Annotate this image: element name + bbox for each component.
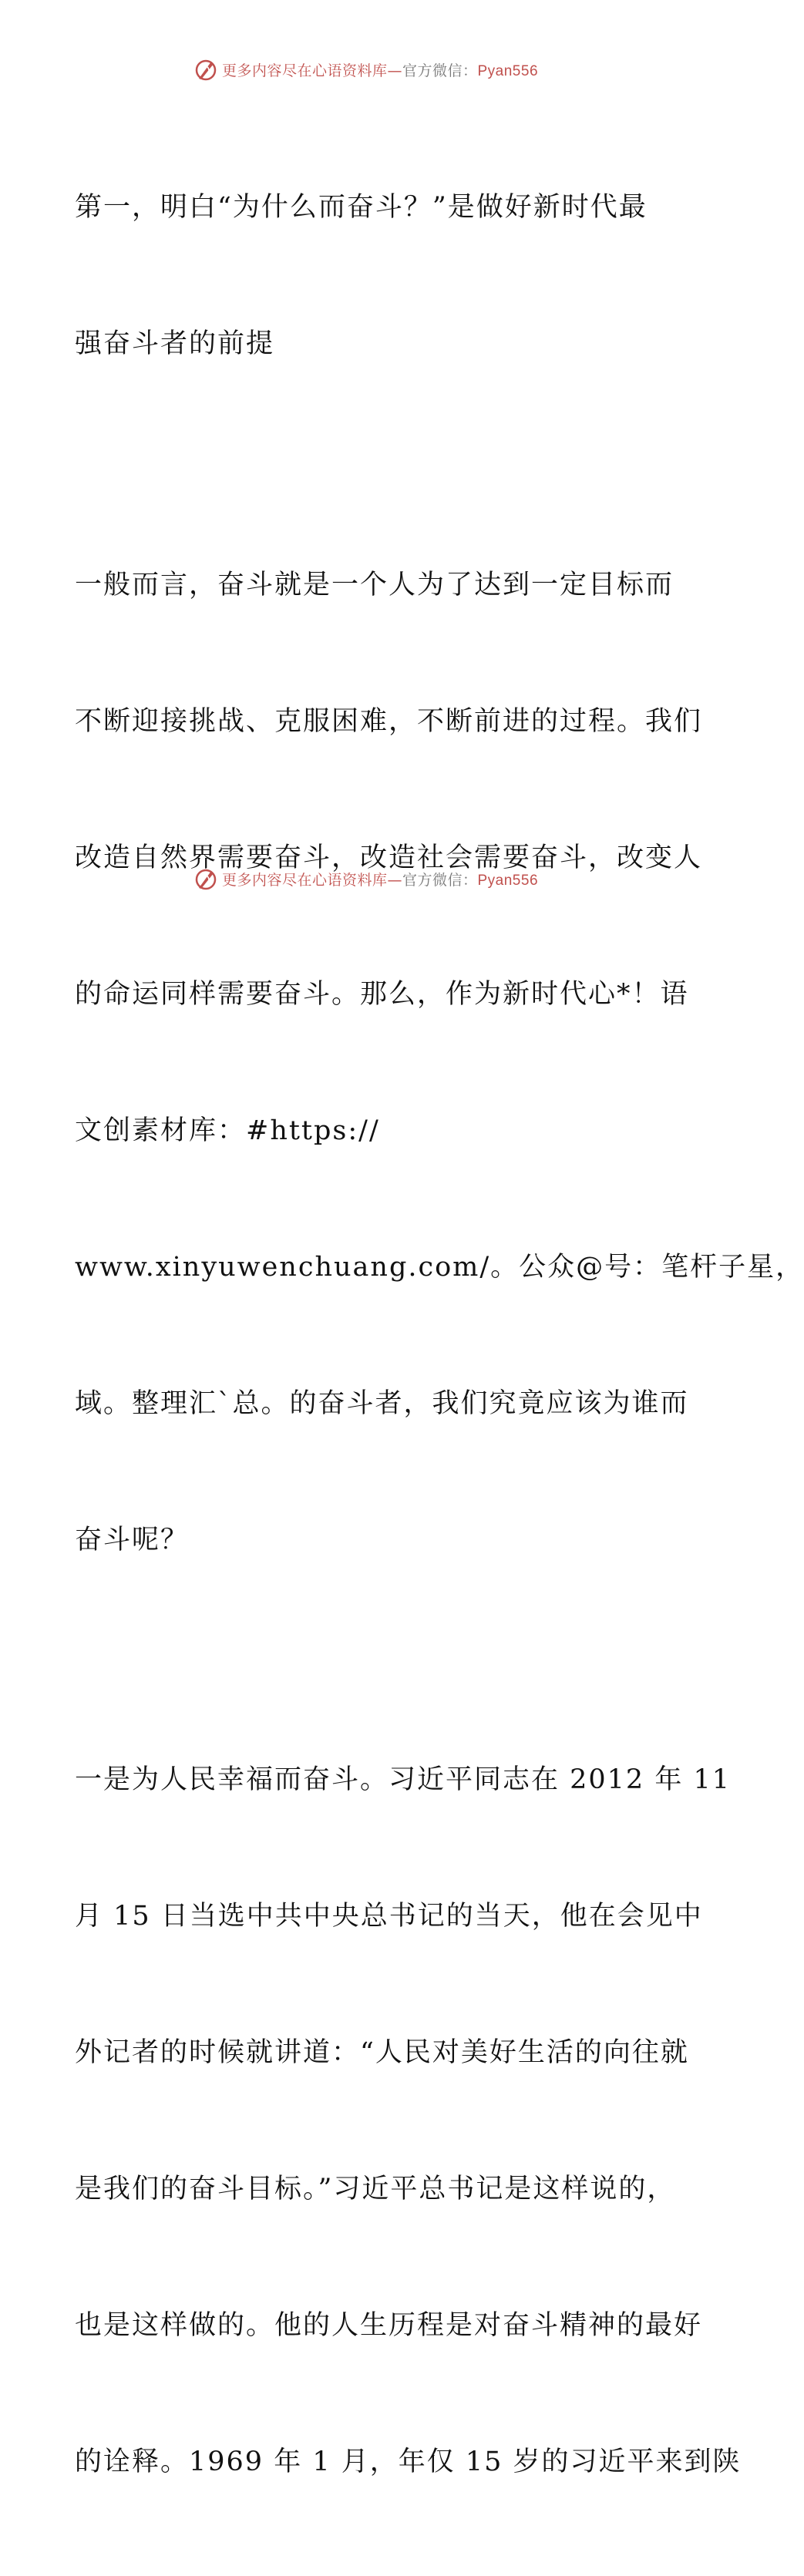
paragraph-line: 的诠释。1969 年 1 月，年仅 15 岁的习近平来到陕 [75, 2447, 742, 2477]
footer-banner [0, 863, 732, 894]
document-body [75, 94, 804, 2576]
quill-pen-icon [194, 867, 217, 890]
banner-slogan: 更多内容尽在心语资料库 [221, 871, 388, 889]
paragraph-line: 奋斗呢？ [75, 1525, 190, 1555]
banner-dash: — [387, 871, 402, 889]
paragraph-line: 改造自然界需要奋斗，改造社会需要奋斗，改变人 [75, 842, 703, 873]
heading-line: 第一，明白“为什么而奋斗？”是做好新时代最 [75, 192, 648, 223]
paragraph-line: 文创素材库：#https:// [75, 1115, 380, 1146]
banner-wechat-id: Pyan556 [477, 62, 539, 79]
banner-dash: — [387, 62, 402, 79]
paragraph-line: 不断迎接挑战、克服困难，不断前进的过程。我们 [75, 706, 703, 737]
banner-wechat-label: 官方微信： [402, 871, 478, 889]
paragraph-line: 外记者的时候就讲道：“人民对美好生活的向往就 [75, 2037, 689, 2068]
paragraph-line: 一般而言，奋斗就是一个人为了达到一定目标而 [75, 570, 674, 600]
banner-text [222, 59, 538, 80]
heading-line: 强奋斗者的前提 [75, 328, 275, 359]
banner-slogan: 更多内容尽在心语资料库 [221, 62, 388, 79]
quill-pen-icon [194, 58, 217, 81]
paragraph-line: 也是这样做的。他的人生历程是对奋斗精神的最好 [75, 2310, 703, 2341]
paragraph-2 [75, 1666, 742, 2576]
paragraph-line: 域。整理汇`总。的奋斗者，我们究竟应该为谁而 [75, 1388, 689, 1419]
paragraph-1 [75, 472, 804, 1654]
paragraph-line: 月 15 日当选中共中央总书记的当天，他在会见中 [75, 1901, 703, 1932]
banner-wechat-id: Pyan556 [477, 872, 539, 889]
paragraph-line: www.xinyuwenchuang.com/。公众@号：笔杆子星， [75, 1252, 804, 1283]
banner-text [222, 869, 538, 889]
banner-wechat-label: 官方微信： [402, 62, 478, 79]
paragraph-line: 是我们的奋斗目标。”习近平总书记是这样说的， [75, 2174, 676, 2204]
header-banner [0, 54, 732, 85]
paragraph-line: 的命运同样需要奋斗。那么，作为新时代心*！语 [75, 979, 689, 1010]
paragraph-line: 一是为人民幸福而奋斗。习近平同志在 2012 年 11 [75, 1764, 731, 1795]
section-heading [75, 94, 661, 458]
